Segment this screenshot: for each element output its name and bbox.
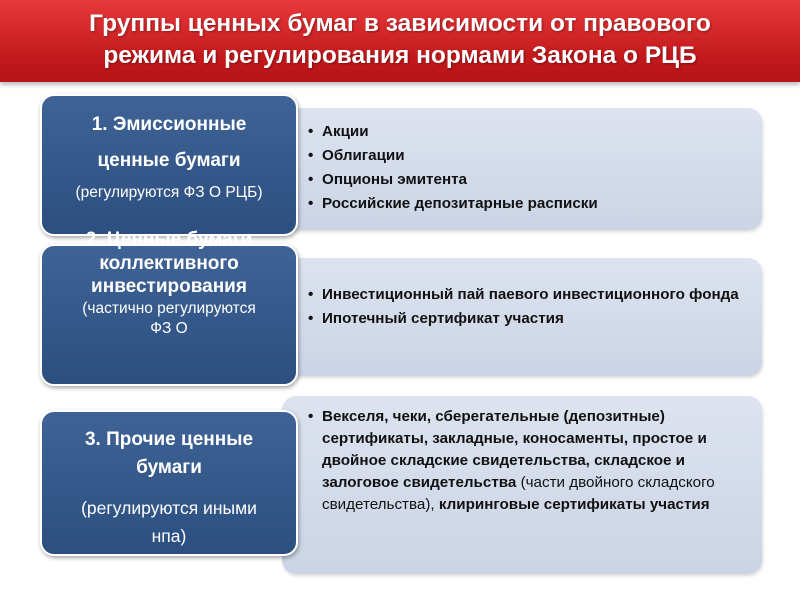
group-2-box — [40, 229, 298, 386]
list-item: • Облигации — [308, 144, 750, 168]
slide-title-line-2: режима и регулирования нормами Закона о РЦБ — [103, 42, 697, 69]
group-2-list-panel — [282, 258, 762, 376]
list-item: • Инвестиционный пай паевого инвестиционного фонда — [308, 284, 750, 306]
group-2-list — [308, 284, 750, 330]
group-2-title: 2. Ценные бумаги коллективного инвестирования — [85, 229, 253, 297]
group-1-box — [40, 94, 298, 236]
item-bold-part: Векселя, чеки, сберегательные (депозитные) сертификаты, закладные, коносаменты, простое и двойное складские свидетельства, складское и залоговое свидетельства — [322, 408, 707, 491]
group-3-list — [308, 406, 740, 516]
group-1-list-panel — [282, 108, 762, 230]
slide-title — [0, 0, 800, 82]
list-item: • Акции — [308, 120, 750, 144]
list-item: • Российские депозитарные расписки — [308, 192, 750, 216]
group-3-note: (регулируются иными нпа) — [81, 498, 257, 546]
group-1-list — [308, 120, 750, 216]
group-1-title-line-2: ценные бумаги — [97, 150, 241, 171]
group-3-title: 3. Прочие ценные бумаги — [84, 429, 254, 478]
group-1-title-line-1: 1. Эмиссионные — [91, 114, 247, 135]
list-item — [308, 406, 740, 516]
group-1-note: (регулируются ФЗ О РЦБ) — [75, 184, 263, 201]
list-item: • Ипотечный сертификат участия — [308, 308, 750, 330]
item-bold-part-2: клиринговые сертификаты участия — [438, 496, 710, 513]
group-3-box — [40, 410, 298, 556]
item-light-part: (части двойного складского свидетельства), — [322, 474, 715, 513]
list-item: • Опционы эмитента — [308, 168, 750, 192]
group-3-list-panel — [282, 396, 762, 574]
group-2-note: (частично регулируются ФЗ О — [82, 299, 256, 337]
slide-title-line-1: Группы ценных бумаг в зависимости от правового — [89, 10, 711, 37]
